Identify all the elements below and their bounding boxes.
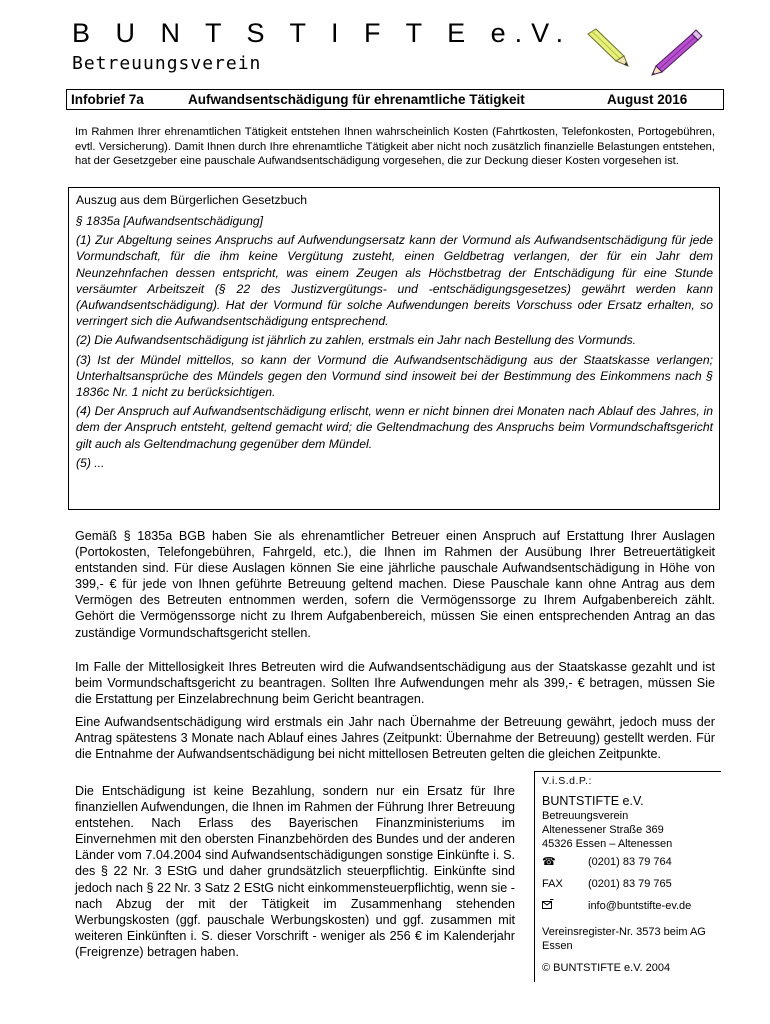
telephone-icon: ☎: [542, 856, 556, 868]
contact-copyright: © BUNTSTIFTE e.V. 2004: [542, 962, 671, 974]
contact-register: Vereinsregister-Nr. 3573 beim AG Essen: [542, 926, 706, 952]
contact-phone: (0201) 83 79 764: [588, 856, 672, 868]
contact-street: Altenessener Straße 369: [542, 824, 664, 836]
excerpt-heading: § 1835a [Aufwandsentschädigung]: [76, 214, 264, 228]
organization-subtitle: Betreuungsverein: [72, 53, 262, 74]
intro-paragraph: Im Rahmen Ihrer ehrenamtlichen Tätigkeit entstehen Ihnen wahrscheinlich Kosten (Fahrtkosten, Telefonkosten, Portogebühren, evtl. Versicherung). Damit Ihnen durch Ihre ehrenamtliche Tätigkeit aber nicht noch zusätzlich finanzielle Belastungen entstehen, hat der Gesetzgeber eine pauschale Aufwandsentschädigung vorgesehen, die zur Deckung dieser Kosten vorgesehen ist.: [75, 126, 715, 168]
excerpt-title: Auszug aus dem Bürgerlichen Gesetzbuch: [76, 193, 308, 207]
body-paragraph-1: Gemäß § 1835a BGB haben Sie als ehrenamtlicher Betreuer einen Anspruch auf Erstattung Ihrer Auslagen (Portokosten, Telefongebühren, Fahrgeld, etc.), die Ihnen im Rahmen der Ausübung Ihrer Betreuertätigkeit entstanden sind. Für diese Auslagen können Sie eine jährliche pauschale Aufwandsentschädigung in Höhe von 399,- € für jede von Ihnen geführte Betreuung geltend machen. Diese Pauschale kann ohne Antrag aus dem Vermögen des Betreuten entnommen werden, sofern die Vermögenssorge zu Ihrem Aufgabenbereich zählt. Gehört die Vermögenssorge nicht zu Ihrem Aufgabenbereich, müssen Sie einen entsprechenden Antrag an das zuständige Vormundschaftsgericht stellen.: [75, 529, 715, 640]
excerpt-paragraph: (5) ...: [76, 455, 105, 470]
excerpt-paragraph: (1) Zur Abgeltung seines Anspruchs auf Aufwendungsersatz kann der Vormund als Aufwandsentschädigung für jede Vormundschaft, für die ihm keine Vergütung zusteht, einen Geldbetrag verlangen, der für ein Jahr dem Neunzehnfachen dessen entspricht, was einem Zeugen als Höchstbetrag der Entschädigung für eine Stunde versäumter Arbeitszeit (§ 22 des Justizvergütungs- und -entschädigungsgesetzes) gewährt werden kann (Aufwandsentschädigung). Hat der Vormund für solche Aufwendungen bereits Vorschuss oder Ersatz erhalten, so verringert sich die Aufwandsentschädigung entsprechend.: [76, 233, 713, 329]
bgb-excerpt-box: [68, 187, 720, 510]
email-icon: [542, 895, 554, 917]
info-bar: [66, 89, 724, 110]
contact-fax: (0201) 83 79 765: [588, 878, 672, 890]
contact-email[interactable]: info@buntstifte-ev.de: [588, 900, 692, 912]
pencil-logo: [580, 26, 710, 76]
body-paragraph-3: Eine Aufwandsentschädigung wird erstmals ein Jahr nach Übernahme der Betreuung gewährt, jedoch muss der Antrag spätestens 3 Monate nach Ablauf eines Jahres (Zeitpunkt: Übernahme der Betreuung) gestellt werden. Für die Entnahme der Aufwandsentschädigung bei nicht mittellosen Betreuten gelten die gleichen Zeitpunkte.: [75, 715, 715, 762]
contact-city: 45326 Essen – Altenessen: [542, 838, 673, 850]
visdp-label: V.i.S.d.P.:: [542, 775, 592, 787]
contact-org-subtitle: Betreuungsverein: [542, 810, 629, 822]
yellow-pencil-icon: [588, 29, 628, 66]
contact-box: [534, 771, 721, 982]
infobrief-title: Aufwandsentschädigung für ehrenamtliche Tätigkeit: [188, 92, 525, 107]
infobrief-number: Infobrief 7a: [71, 92, 144, 107]
excerpt-paragraph: (3) Ist der Mündel mittellos, so kann der Vormund die Aufwandsentschädigung aus der Staatskasse verlangen; Unterhaltsansprüche des Mündels gegen den Vormund sind insoweit bei der Bestimmung des Einkommens nach § 1836c Nr. 1 nicht zu berücksichtigen.: [76, 352, 713, 400]
excerpt-paragraph: (4) Der Anspruch auf Aufwandsentschädigung erlischt, wenn er nicht binnen drei Monaten nach Ablauf des Jahres, in dem der Anspruch entsteht, geltend gemacht wird; die Geltendmachung des Anspruchs beim Vormundschaftsgericht gilt auch als Geltendmachung gegenüber dem Mündel.: [76, 404, 713, 451]
contact-org-name: BUNTSTIFTE e.V.: [542, 794, 644, 808]
body-paragraph-4: Die Entschädigung ist keine Bezahlung, sondern nur ein Ersatz für Ihre finanziellen Aufwendungen, die Ihnen im Rahmen der Führung Ihrer Betreuung entstehen. Nach Erlass des Bayerischen Finanzministeriums im Einvernehmen mit den obersten Finanzbehörden des Bundes und der anderen Länder vom 7.04.2004 sind Aufwandsentschädigungen sonstige Einkünfte i. S. des § 22 Nr. 3 EStG und daher grundsätzlich steuerpflichtig. Einkünfte sind jedoch nach § 22 Nr. 3 Satz 2 EStG nicht einkommensteuerpflichtig, wenn sie - nach Abzug der mit der Tätigkeit im Zusammenhang stehenden Werbungskosten (ggf. pauschale Werbungskosten) und ggf. zusammen mit weiteren Einkünften i. S. dieser Vorschrift - weniger als 256 € im Kalenderjahr (Freigrenze) betragen haben.: [75, 784, 515, 959]
infobrief-date: August 2016: [607, 92, 688, 107]
excerpt-paragraph: (2) Die Aufwandsentschädigung ist jährlich zu zahlen, erstmals ein Jahr nach Bestellung des Vormunds.: [76, 333, 637, 348]
fax-label: FAX: [542, 878, 563, 890]
body-paragraph-2: Im Falle der Mittellosigkeit Ihres Betreuten wird die Aufwandsentschädigung aus der Staatskasse gezahlt und ist beim Vormundschaftsgericht zu beantragen. Sollten Ihre Aufwendungen mehr als 399,- € betragen, müssen Sie die Erstattung per Einzelabrechnung beim Gericht beantragen.: [75, 660, 715, 707]
organization-name: B U N T S T I F T E e.V.: [72, 18, 573, 48]
purple-pencil-icon: [652, 30, 702, 75]
